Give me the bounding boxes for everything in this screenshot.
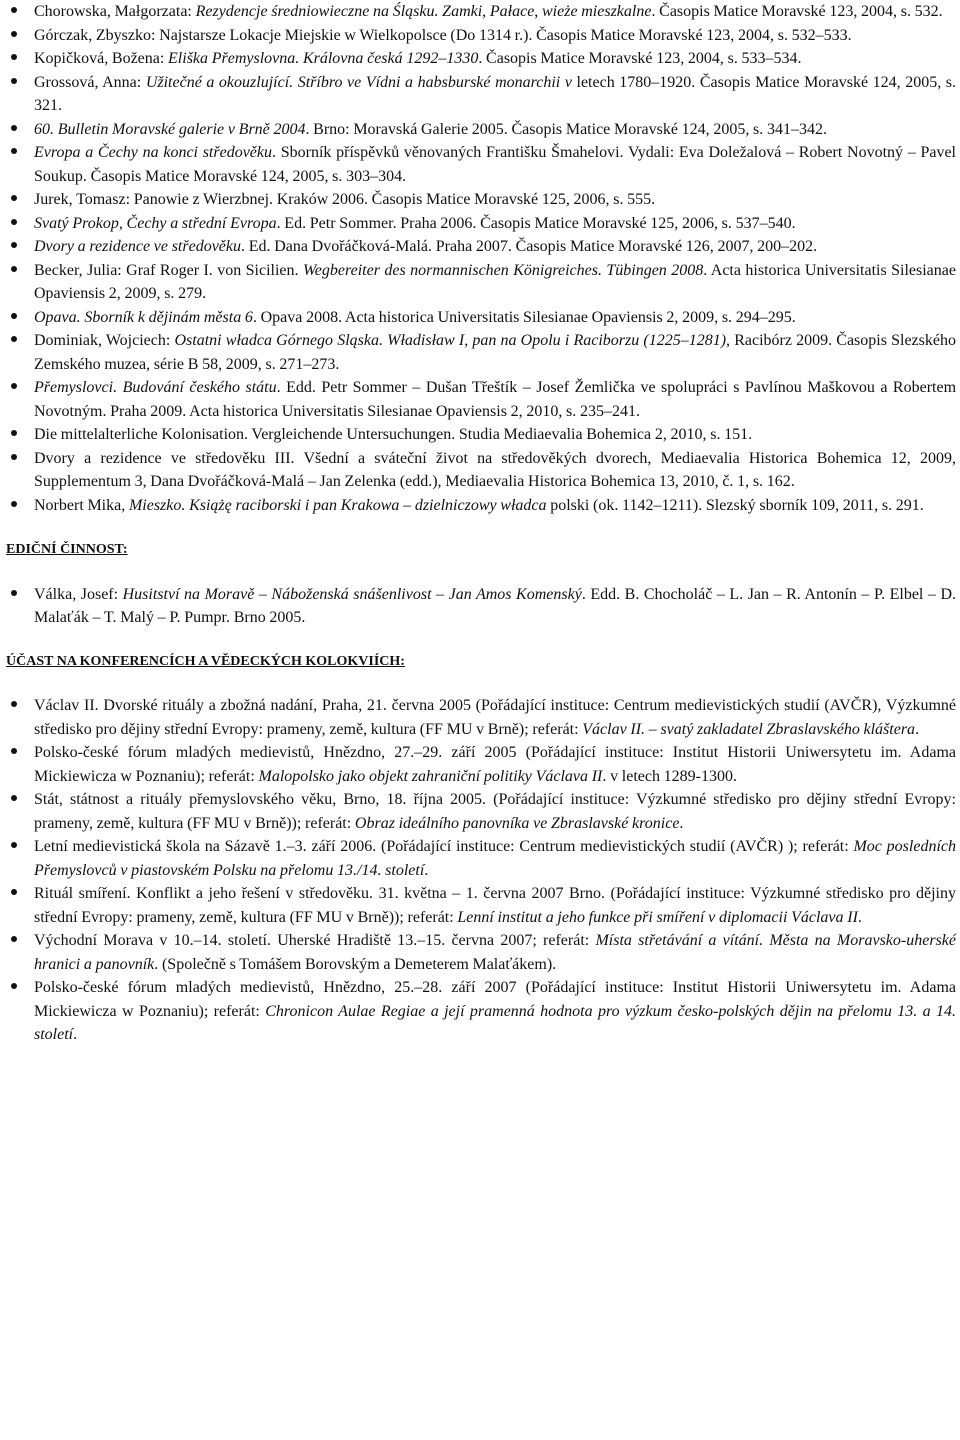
entry-text: . <box>857 908 862 926</box>
entry-text: Kopičková, Božena: <box>34 50 169 67</box>
conference-list <box>6 694 956 1047</box>
entry-italic-text: Rezydencje średniowieczne na Śląsku. Zamki, Pałace, wieże mieszkalne <box>195 3 652 20</box>
bullet-icon <box>6 212 34 236</box>
entry-text: Norbert Mika, <box>34 496 129 514</box>
bullet-icon <box>6 188 34 212</box>
bullet-icon <box>6 583 34 607</box>
entry-italic-text: Václav II. – svatý zakladatel Zbraslavského kláštera <box>582 720 916 738</box>
entry-text: Východní Morava v 10.–14. století. Uherské Hradiště 13.–15. června 2007; referát: <box>34 932 596 949</box>
entry-text: . Edd. B. Chocholáč – L. Jan – R. Antonín – P. Elbel – D. Malaťák – T. Malý – P. Pumpr. Brno 2005. <box>34 585 957 626</box>
bullet-icon <box>6 882 34 906</box>
bullet-icon <box>6 788 34 812</box>
entry-italic-text: Užitečné a okouzlující. Stříbro ve Vídni a habsburské monarchii v <box>145 73 572 91</box>
bullet-icon <box>6 976 34 1000</box>
publication-entry <box>6 259 956 306</box>
entry-text: , Racibórz 2009. Časopis Slezského Zemského muzea, série B 58, 2009, s. 271–273. <box>34 332 956 373</box>
entry-text: Dominiak, Wojciech: <box>34 332 175 349</box>
bullet-icon <box>6 376 34 400</box>
entry-text: Válka, Josef: <box>34 585 123 603</box>
entry-text: Górczak, Zbyszko: Najstarsze Lokacje Miejskie w Wielkopolsce (Do 1314 r.). Časopis Matice Moravské 123, 2004, s. 532–533. <box>34 26 852 44</box>
entry-italic-text: 60. Bulletin Moravské galerie v Brně 2004 <box>34 120 306 138</box>
entry-italic-text: Eliška Přemyslovna. Královna česká 1292–1330 <box>168 50 479 67</box>
entry-text: . Edd. Petr Sommer – Dušan Třeštík – Josef Žemlička ve spolupráci s Pavlínou Maškovou a Robertem Novotným. Praha 2009. Acta historica Universitatis Silesianae Opaviensis 2, 2010, s. 235–241. <box>34 379 957 420</box>
bullet-icon <box>6 118 34 142</box>
bullet-icon <box>6 694 34 718</box>
entry-italic-text: Malopolsko jako objekt zahraniční politiky Václava II <box>258 767 603 785</box>
bullet-icon <box>6 235 34 259</box>
bullet-icon <box>6 423 34 447</box>
entry-text: . <box>915 720 920 738</box>
bullet-icon <box>6 835 34 859</box>
bullet-icon <box>6 0 34 24</box>
bullet-icon <box>6 24 34 48</box>
publication-entry <box>6 24 956 48</box>
entry-text: Polsko-české fórum mladých medievistů, Hnězdno, 25.–28. září 2007 (Pořádající instituce: Institut Historii Uniwersytetu im. Adama Mickiewicza w Poznaniu); referát: <box>34 979 956 1020</box>
publication-entry <box>6 71 956 118</box>
entry-text: . v letech 1289-1300. <box>602 767 738 785</box>
entry-italic-text: Chronicon Aulae Regiae a její pramenná hodnota pro výzkum česko-polských dějin na přelomu 13. a 14. století <box>34 1002 956 1043</box>
conference-entry <box>6 788 956 835</box>
entry-text: Grossová, Anna: <box>34 73 146 91</box>
entry-text: Polsko-české fórum mladých medievistů, Hnězdno, 27.–29. září 2005 (Pořádající instituce: Institut Historii Uniwersytetu im. Adama Mickiewicza w Poznaniu); referát: <box>34 744 956 785</box>
entry-text: Dvory a rezidence ve středověku III. Všední a sváteční život na středověkých dvorech, Mediaevalia Historica Bohemica 12, 2009, Supplementum 3, Dana Dvořáčková-Malá – Jan Zelenka (edd.), Mediaevalia Historica Bohemica 13, 2010, č. 1, s. 162. <box>34 449 956 490</box>
entry-italic-text: Lenní institut a jeho funkce při smíření v diplomacii Václava II <box>457 908 858 926</box>
entry-text: Chorowska, Małgorzata: <box>34 3 196 20</box>
entry-text: . <box>679 814 684 832</box>
entry-text: Jurek, Tomasz: Panowie z Wierzbnej. Kraków 2006. Časopis Matice Moravské 125, 2006, s. 555. <box>34 191 656 208</box>
entry-text: Die mittelalterliche Kolonisation. Vergleichende Untersuchungen. Studia Mediaevalia Bohemica 2, 2010, s. 151. <box>34 426 753 443</box>
bullet-icon <box>6 71 34 95</box>
entry-text: Stát, státnost a rituály přemyslovského věku, Brno, 18. října 2005. (Pořádající instituce: Výzkumné středisko pro dějiny střední Evropy: prameny, země, kultura (FF MU v Brně)); referát: <box>34 791 956 832</box>
conference-entry <box>6 929 956 976</box>
entry-text: . (Společně s Tomášem Borovským a Demeterem Malaťákem). <box>154 955 557 973</box>
publication-entry <box>6 306 956 330</box>
publication-entry <box>6 47 956 71</box>
entry-italic-text: Svatý Prokop, Čechy a střední Evropa <box>34 214 277 232</box>
bullet-icon <box>6 47 34 71</box>
publications-list <box>6 0 956 517</box>
entry-text: Rituál smíření. Konflikt a jeho řešení v středověku. 31. května – 1. června 2007 Brno. (Pořádající instituce: Výzkumné středisko pro dějiny střední Evropy: prameny, země, kultura (FF MU v Brně)); referát: <box>34 885 956 926</box>
conference-entry <box>6 741 956 788</box>
document-page <box>6 0 956 1047</box>
entry-italic-text: Obraz ideálního panovníka ve Zbraslavské kronice <box>354 814 680 832</box>
entry-text: letech 1780–1920. Časopis Matice Moravské 124, 2005, s. 321. <box>34 73 956 114</box>
entry-text: . <box>73 1026 78 1043</box>
publication-entry <box>6 212 956 236</box>
entry-text: . Acta historica Universitatis Silesianae Opaviensis 2, 2009, s. 279. <box>34 261 956 302</box>
entry-italic-text: Mieszko. Książę raciborski i pan Krakowa – dzielniczowy władca <box>128 496 547 514</box>
bullet-icon <box>6 447 34 471</box>
publication-entry <box>6 141 956 188</box>
editorial-heading: EDIČNÍ ČINNOST: <box>6 542 128 557</box>
bullet-icon <box>6 329 34 353</box>
entry-text: . Sborník příspěvků věnovaných Františku Šmahelovi. Vydali: Eva Doležalová – Robert Novotný – Pavel Soukup. Časopis Matice Moravské 124, 2005, s. 303–304. <box>34 144 956 185</box>
bullet-icon <box>6 259 34 283</box>
bullet-icon <box>6 141 34 165</box>
entry-text: Václav II. Dvorské rituály a zbožná nadání, Praha, 21. června 2005 (Pořádající instituce: Centrum medievistických studií (AVČR), Výzkumné středisko pro dějiny střední Evropy: prameny, země, kultura (FF MU v Brně); referát: <box>34 697 956 738</box>
publication-entry <box>6 494 956 518</box>
conference-entry <box>6 694 956 741</box>
entry-italic-text: Přemyslovci. Budování českého státu <box>34 379 277 396</box>
publication-entry <box>6 376 956 423</box>
entry-text: . <box>424 861 429 879</box>
entry-text: Letní medievistická škola na Sázavě 1.–3. září 2006. (Pořádající instituce: Centrum medievistických studií (AVČR) ); referát: <box>34 838 854 855</box>
entry-italic-text: Dvory a rezidence ve středověku <box>34 238 242 255</box>
bullet-icon <box>6 494 34 518</box>
publication-entry <box>6 118 956 142</box>
bullet-icon <box>6 306 34 330</box>
entry-italic-text: Evropa a Čechy na konci středověku <box>34 144 273 161</box>
entry-text: . Časopis Matice Moravské 123, 2004, s. 533–534. <box>478 50 802 67</box>
entry-text: . Brno: Moravská Galerie 2005. Časopis Matice Moravské 124, 2005, s. 341–342. <box>305 120 827 138</box>
entry-italic-text: Husitství na Moravě – Náboženská snášenlivost – Jan Amos Komenský <box>122 585 582 603</box>
conference-heading: ÚČAST NA KONFERENCÍCH A VĚDECKÝCH KOLOKVIÍCH: <box>6 653 405 669</box>
conference-entry <box>6 976 956 1047</box>
publication-entry <box>6 447 956 494</box>
publication-entry <box>6 235 956 259</box>
publication-entry <box>6 329 956 376</box>
entry-text: . Časopis Matice Moravské 123, 2004, s. 532. <box>651 3 943 20</box>
publication-entry <box>6 0 956 24</box>
entry-text: Becker, Julia: Graf Roger I. von Sicilien. <box>34 261 303 279</box>
publication-entry <box>6 423 956 447</box>
entry-italic-text: Ostatni władca Górnego Sląska. Władisław I, pan na Opolu i Raciborzu (1225–1281) <box>174 332 727 349</box>
bullet-icon <box>6 929 34 953</box>
entry-italic-text: Opava. Sborník k dějinám města 6 <box>34 308 253 326</box>
entry-italic-text: Místa střetávání a vítání. Města na Moravsko-uherské hranici a panovník <box>34 932 956 973</box>
bullet-icon <box>6 741 34 765</box>
conference-entry <box>6 835 956 882</box>
entry-italic-text: Moc posledních Přemyslovců v piastovském Polsku na přelomu 13./14. století <box>34 838 956 879</box>
entry-italic-text: Wegbereiter des normannischen Königreiches. Tübingen 2008 <box>302 261 704 279</box>
entry-text: polski (ok. 1142–1211). Slezský sborník 109, 2011, s. 291. <box>546 496 924 514</box>
editorial-list <box>6 583 956 630</box>
publication-entry <box>6 188 956 212</box>
entry-text: . Opava 2008. Acta historica Universitatis Silesianae Opaviensis 2, 2009, s. 294–295. <box>252 308 796 326</box>
editorial-entry <box>6 583 956 630</box>
entry-text: . Ed. Dana Dvořáčková-Malá. Praha 2007. Časopis Matice Moravské 126, 2007, 200–202. <box>241 238 818 255</box>
conference-entry <box>6 882 956 929</box>
entry-text: . Ed. Petr Sommer. Praha 2006. Časopis Matice Moravské 125, 2006, s. 537–540. <box>276 214 796 232</box>
